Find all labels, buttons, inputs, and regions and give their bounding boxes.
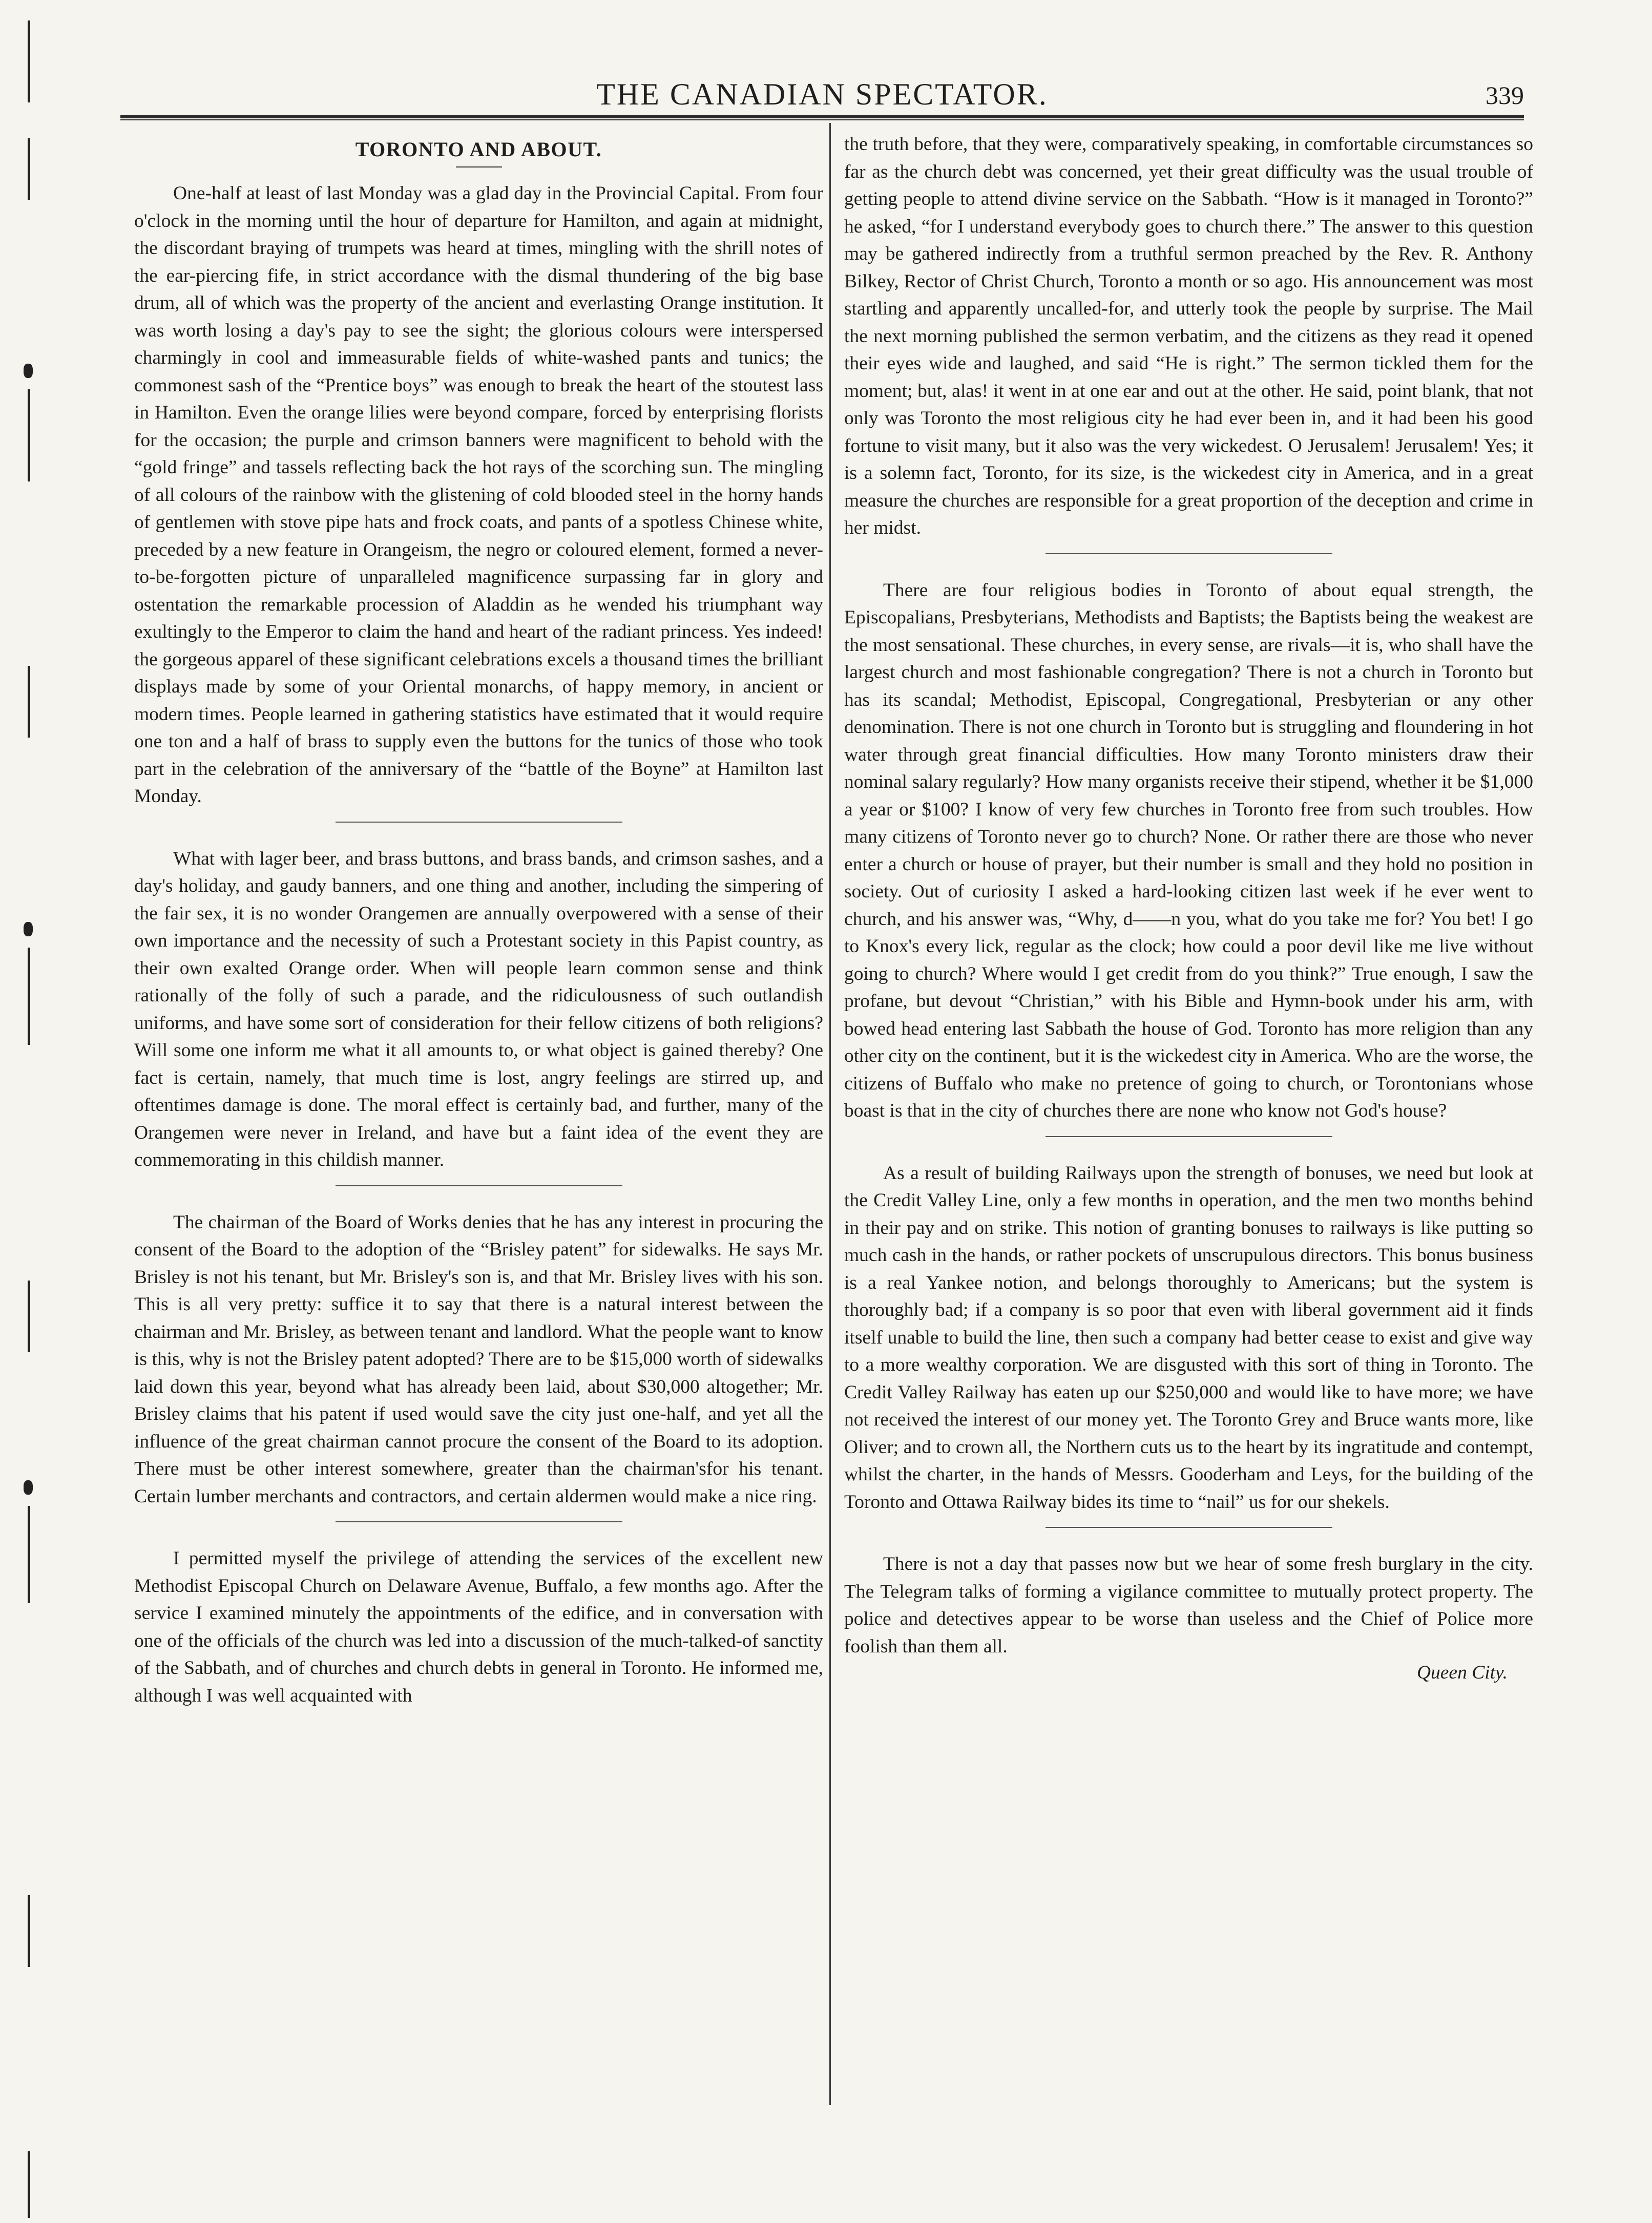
binding-mark	[28, 666, 30, 738]
binding-mark	[28, 389, 30, 481]
section-separator	[336, 1521, 622, 1522]
article-paragraph: I permitted myself the privilege of attending the services of the excellent new Methodist Episcopal Church on Delaware Avenue, Buffalo, a few months ago. After the service I examined minutely the appointments of the edifice, and in conversation with one of the officials of the church was led into a discussion of the much-talked-of sanctity of the Sabbath, and of churches and church debts in general in Toronto. He informed me, although I was well acquainted with	[134, 1548, 823, 1706]
right-column	[844, 131, 1533, 1687]
article-paragraph: There is not a day that passes now but we hear of some fresh burglary in the city. The Telegram talks of forming a vigilance committee to mutually protect property. The police and detectives appear to be worse than useless and the Chief of Police more foolish than them all.	[844, 1554, 1533, 1657]
article-title: TORONTO AND ABOUT.	[355, 138, 602, 161]
article-paragraph: As a result of building Railways upon the strength of bonuses, we need but look at the Credit Valley Line, only a few months in operation, and the men two months behind in their pay and on strike. This notion of granting bonuses to railways is like putting so much cash in the hands, or rather pockets of unscrupulous directors. This bonus business is a real Yankee notion, and belongs thoroughly to Americans; but the system is thoroughly bad; if a company is so poor that even with liberal government aid it finds itself unable to build the line, then such a company had better cease to exist and give way to a more wealthy corporation. We are disgusted with this sort of thing in Toronto. The Credit Valley Railway has eaten up our $250,000 and would like to have more; we have not received the interest of our money yet. The Toronto Grey and Bruce wants more, like Oliver; and to crown all, the Northern cuts us to the heart by its ingratitude and contempt, whilst the charter, in the hands of Messrs. Gooderham and Leys, for the building of the Toronto and Ottawa Railway bides its time to “nail” us for our shekels.	[844, 1162, 1533, 1513]
binding-mark	[28, 1506, 30, 1603]
article-paragraph: There are four religious bodies in Toronto of about equal strength, the Episcopalians, Presbyterians, Methodists and Baptists; the Baptists being the weakest are the most sensational. These churches, in every sense, are rivals—it is, who shall have the largest church and most fashionable congregation? There is not a church in Toronto but has its scandal; Methodist, Episcopal, Congregational, Presbyterian or any other denomination. There is not one church in Toronto but is struggling and floundering in hot water through great financial difficulties. How many Toronto ministers draw their nominal salary regularly? How many organists receive their stipend, whether it be $1,000 a year or $100? I know of very few churches in Toronto free from such troubles. How many citizens of Toronto never go to church? None. Or rather there are those who never enter a church or house of prayer, but their number is small and they hold no position in society. Out of curiosity I asked a hard-looking citizen last week if he ever went to church, and his answer was, “Why, d——n you, what do you take me for? You bet! I go to Knox's every lick, regular as the clock; how could a poor devil like me live without going to church? Where would I get credit from do you think?” True enough, I saw the profane, but devout “Christian,” with his Bible and Hymn-book under his arm, with bowed head entering last Sabbath the house of God. Toronto has more religion than any other city on the continent, but it is the wickedest city in America. Who are the worse, the citizens of Buffalo who make no pretence of going to church, or Torontonians whose boast is that in the city of churches there are none who know not God's house?	[844, 579, 1533, 1121]
article-paragraph: What with lager beer, and brass buttons, and brass bands, and crimson sashes, and a day's holiday, and gaudy banners, and one thing and another, including the simpering of the fair sex, it is no wonder Orangemen are annually overpowered with a sense of their own importance and the necessity of such a Protestant society in this Papist country, as their own exalted Orange order. When will people learn common sense and think rationally of the folly of such a parade, and the ridiculousness of such outlandish uniforms, and have some sort of consideration for their fellow citizens of both religions? Will some one inform me what it all amounts to, or what object is gained thereby? One fact is certain, namely, that much time is lost, angry feelings are stirred up, and oftentimes damage is done. The moral effect is certainly bad, and further, many of the Orangemen were never in Ireland, and have but a faint idea of the event they are commemorating in this childish manner.	[134, 848, 823, 1170]
binding-mark	[28, 20, 30, 102]
section-separator	[1045, 1527, 1332, 1528]
binding-dot	[24, 364, 33, 378]
article-paragraph: One-half at least of last Monday was a glad day in the Provincial Capital. From four o'clock in the morning until the hour of departure for Hamilton, and again at midnight, the discordant braying of trumpets was heard at times, mingling with the shrill notes of the ear-piercing fife, in strict accordance with the dismal thundering of the big base drum, all of which was the property of the ancient and everlasting Orange institution. It was worth losing a day's pay to see the sight; the glorious colours were interspersed charmingly in cool and immeasurable fields of white-washed pants and tunics; the commonest sash of the “Prentice boys” was enough to break the heart of the stoutest lass in Hamilton. Even the orange lilies were beyond compare, forced by enterprising florists for the occasion; the purple and crimson banners were magnificent to behold with the “gold fringe” and tassels reflecting back the hot rays of the scorching sun. The mingling of all colours of the rainbow with the glistening of cold blooded steel in the horny hands of gentlemen with stove pipe hats and frock coats, and pants of a spotless Chinese white, preceded by a new feature in Orangeism, the negro or coloured element, formed a never-to-be-forgotten picture of unparalleled magnificence surpassing far in glory and ostentation the remarkable procession of Aladdin as he wended his triumphant way exultingly to the Emperor to claim the hand and heart of the radiant princess. Yes indeed! the gorgeous apparel of these significant celebrations excels a thousand times the brilliant displays made by some of your Oriental monarchs, of happy memory, in ancient or modern times. People learned in gathering statistics have estimated that it would require one ton and a half of brass to supply even the buttons for the tunics of those who took part in the celebration of the anniversary of the “battle of the Boyne” at Hamilton last Monday.	[134, 183, 823, 807]
binding-mark	[28, 138, 30, 200]
column-divider	[829, 123, 831, 2105]
author-signature: Queen City.	[1416, 1662, 1508, 1683]
page-number: 339	[1486, 81, 1524, 110]
left-column	[134, 131, 823, 1709]
binding-edge	[20, 0, 41, 2223]
title-rule	[456, 166, 502, 167]
header-rule	[120, 115, 1524, 120]
binding-mark	[28, 948, 30, 1045]
section-separator	[1045, 553, 1332, 554]
section-separator	[336, 1185, 622, 1186]
page-header	[120, 77, 1524, 118]
binding-dot	[24, 922, 33, 936]
article-paragraph: the truth before, that they were, comparatively speaking, in comfortable circumstances so far as the church debt was concerned, yet their great difficulty was the usual trouble of getting people to attend divine service on the Sabbath. “How is it managed in Toronto?” he asked, “for I understand everybody goes to church there.” The answer to this question may be gathered indirectly from a truthful sermon preached by the Rev. R. Anthony Bilkey, Rector of Christ Church, Toronto a month or so ago. His announcement was most startling and apparently uncalled-for, and utterly took the people by surprise. The Mail the next morning published the sermon verbatim, and the citizens as they read it opened their eyes wide and laughed, and said “He is right.” The sermon tickled them for the moment; but, alas! it went in at one ear and out at the other. He said, point blank, that not only was Toronto the most religious city he had ever been in, and it had been his good fortune to visit many, but it also was the very wickedest. O Jerusalem! Jerusalem! Yes; it is a solemn fact, Toronto, for its size, is the wickedest city in America, and in a great measure the churches are responsible for a great proportion of the deception and crime in her midst.	[844, 134, 1533, 538]
section-separator	[336, 822, 622, 823]
binding-dot	[24, 1480, 33, 1495]
binding-mark	[28, 1895, 30, 1967]
binding-mark	[28, 2151, 30, 2218]
publication-title: THE CANADIAN SPECTATOR.	[596, 77, 1048, 111]
binding-mark	[28, 1281, 30, 1352]
section-separator	[1045, 1136, 1332, 1137]
article-paragraph: The chairman of the Board of Works denies that he has any interest in procuring the consent of the Board to the adoption of the “Brisley patent” for sidewalks. He says Mr. Brisley is not his tenant, but Mr. Brisley's son is, and that Mr. Brisley lives with his son. This is all very pretty: suffice it to say that there is a natural interest between the chairman and Mr. Brisley, as between tenant and landlord. What the people want to know is this, why is not the Brisley patent adopted? There are to be $15,000 worth of sidewalks laid down this year, beyond what has already been laid, about $30,000 altogether; Mr. Brisley claims that his patent if used would save the city just one-half, and yet all the influence of the great chairman cannot procure the consent of the Board to its adoption. There must be other interest somewhere, greater than the chairman'sfor his tenant. Certain lumber merchants and contractors, and certain aldermen would make a nice ring.	[134, 1211, 823, 1507]
